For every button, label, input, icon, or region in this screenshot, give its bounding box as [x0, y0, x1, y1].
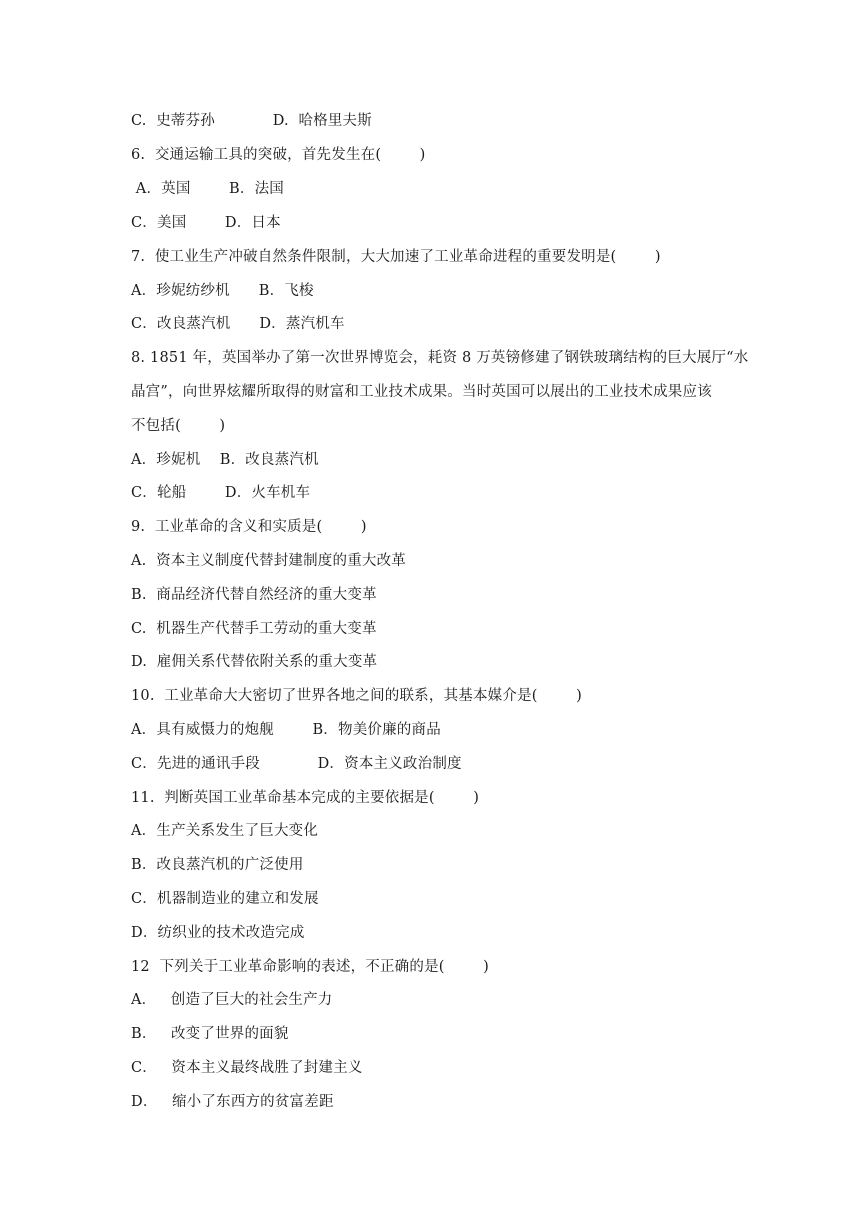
option-9c: C. 机器生产代替手工劳动的重大变革: [131, 621, 377, 637]
question-6: 6. 交通运输工具的突破，首先发生在( ): [131, 147, 426, 163]
question-8-line-3: 不包括( ): [131, 418, 226, 434]
question-7: 7. 使工业生产冲破自然条件限制，大大加速了工业革命进程的重要发明是( ): [131, 249, 661, 265]
option-line-5cd: C. 史蒂芬孙 D. 哈格里夫斯: [131, 113, 372, 129]
question-8-line-1: 8. 1851 年，英国举办了第一次世界博览会，耗资 8 万英镑修建了钢铁玻璃结构的巨大展厅“水: [131, 350, 749, 366]
option-11b: B．改良蒸汽机的广泛使用: [131, 857, 304, 873]
option-line-8cd: C．轮船 D．火车机车: [131, 485, 311, 501]
option-line-7ab: A．珍妮纺纱机 B．飞梭: [131, 283, 314, 299]
option-line-8ab: A．珍妮机 B．改良蒸汽机: [131, 452, 319, 468]
question-11: 11. 判断英国工业革命基本完成的主要依据是( ): [131, 790, 480, 806]
question-8-line-2: 晶宫”，向世界炫耀所取得的财富和工业技术成果。当时英国可以展出的工业技术成果应该: [131, 384, 712, 400]
option-11a: A．生产关系发生了巨大变化: [131, 823, 319, 839]
option-11d: D．纺织业的技术改造完成: [131, 925, 305, 941]
option-12d: D． 缩小了东西方的贫富差距: [131, 1094, 334, 1110]
option-line-6cd: C．美国 D．日本: [131, 215, 281, 231]
option-line-6ab: A．英国 B．法国: [131, 181, 285, 197]
question-12: 12 下列关于工业革命影响的表述，不正确的是( ): [131, 959, 489, 975]
option-9a: A. 资本主义制度代替封建制度的重大改革: [131, 553, 406, 569]
option-12b: B． 改变了世界的面貌: [131, 1026, 289, 1042]
option-12c: C． 资本主义最终战胜了封建主义: [131, 1060, 363, 1076]
option-line-10ab: A．具有威慑力的炮舰 B．物美价廉的商品: [131, 722, 441, 738]
option-line-10cd: C．先进的通讯手段 D．资本主义政治制度: [131, 756, 462, 772]
question-10: 10. 工业革命大大密切了世界各地之间的联系，其基本媒介是( ): [131, 688, 582, 704]
option-line-7cd: C．改良蒸汽机 D．蒸汽机车: [131, 316, 345, 332]
option-11c: C．机器制造业的建立和发展: [131, 891, 319, 907]
option-12a: A． 创造了巨大的社会生产力: [131, 992, 333, 1008]
option-9d: D. 雇佣关系代替依附关系的重大变革: [131, 654, 378, 670]
question-9: 9. 工业革命的含义和实质是( ): [131, 519, 367, 535]
option-9b: B. 商品经济代替自然经济的重大变革: [131, 587, 377, 603]
